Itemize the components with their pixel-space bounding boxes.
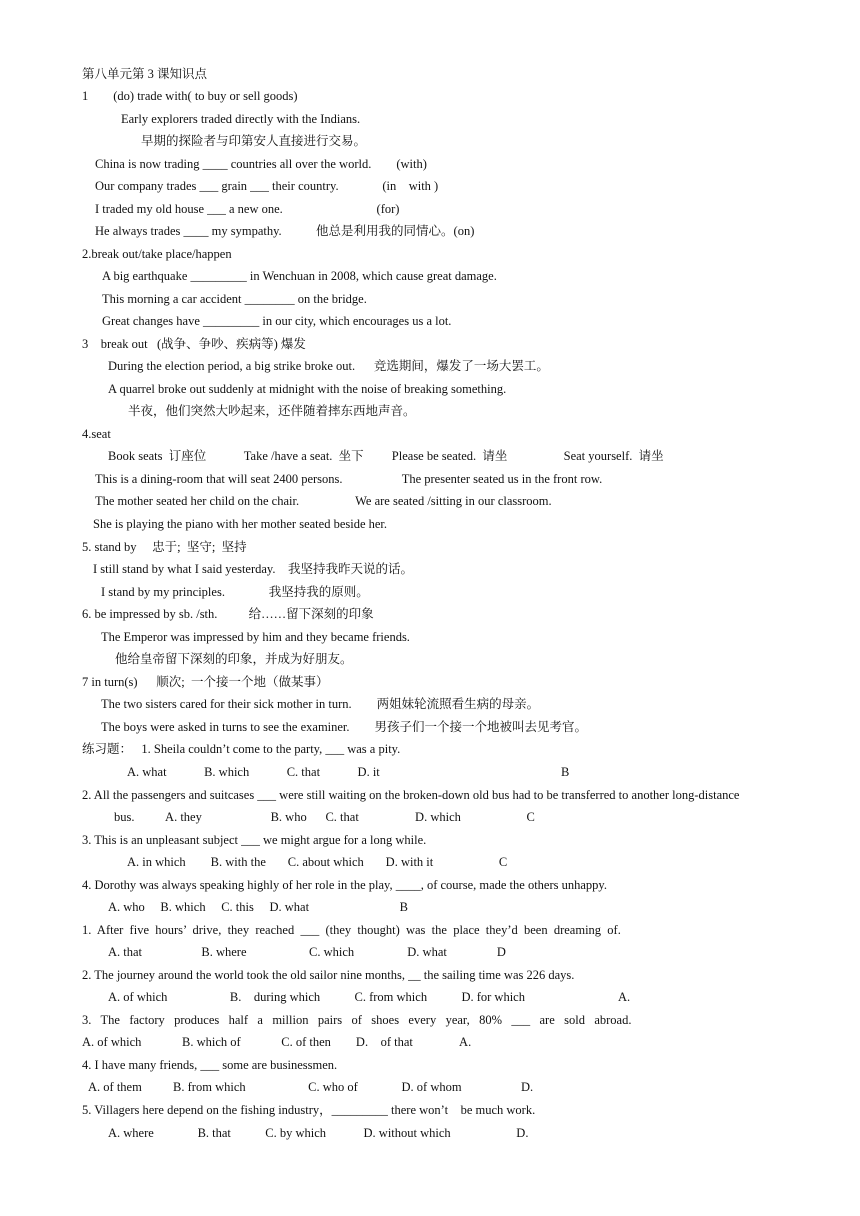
section-heading: 1 (do) trade with( to buy or sell goods)	[82, 89, 298, 103]
section-heading: 3 break out (战争、争吵、疾病等) 爆发	[82, 337, 306, 351]
text-line: 他给皇帝留下深刻的印象，并成为好朋友。	[115, 652, 353, 666]
text-line: The two sisters cared for their sick mother in turn. 两姐妹轮流照看生病的母亲。	[101, 697, 540, 711]
section-heading: 5. stand by 忠于; 坚守; 坚持	[82, 540, 247, 554]
exercise-question: 5. Villagers here depend on the fishing industry，_________ there won’t be much work.	[82, 1103, 536, 1117]
text-line: I still stand by what I said yesterday. 我坚持我昨天说的话。	[93, 562, 413, 576]
exercise-options: A. that B. where C. which D. what D	[108, 945, 506, 959]
exercise-question: 1. After five hours’ drive, they reached ___ (they thought) was the place they’d been dreaming of.	[82, 923, 621, 937]
exercise-options: A. what B. which C. that D. it B	[127, 765, 570, 779]
text-line: Great changes have _________ in our city, which encourages us a lot.	[102, 314, 452, 328]
text-line: A quarrel broke out suddenly at midnight with the noise of breaking something.	[108, 382, 507, 396]
text-line: The Emperor was impressed by him and they became friends.	[101, 630, 410, 644]
text-line: Book seats 订座位 Take /have a seat. 坐下 Please be seated. 请坐 Seat yourself. 请坐	[108, 449, 664, 463]
exercise-question: 3. This is an unpleasant subject ___ we might argue for a long while.	[82, 833, 427, 847]
exercise-question: 2. The journey around the world took the old sailor nine months, __ the sailing time was 226 days.	[82, 968, 575, 982]
text-line: 半夜，他们突然大吵起来，还伴随着摔东西地声音。	[128, 404, 416, 418]
exercise-question: 2. All the passengers and suitcases ___ were still waiting on the broken-down old bus had to be transferred to another long-distance	[82, 788, 740, 802]
section-heading: 6. be impressed by sb. /sth. 给……留下深刻的印象	[82, 607, 374, 621]
text-line: The boys were asked in turns to see the examiner. 男孩子们一个接一个地被叫去见考官。	[101, 720, 588, 734]
section-heading: 7 in turn(s) 顺次; 一个接一个地（做某事）	[82, 675, 329, 689]
exercise-options: A. where B. that C. by which D. without which D.	[108, 1126, 529, 1140]
exercise-question: 3. The factory produces half a million pairs of shoes every year, 80% ___ are sold abroad.	[82, 1013, 632, 1027]
text-line: She is playing the piano with her mother seated beside her.	[93, 517, 388, 531]
text-line: A big earthquake _________ in Wenchuan in 2008, which cause great damage.	[102, 269, 497, 283]
text-line: He always trades ____ my sympathy. 他总是利用我的同情心。(on)	[95, 224, 475, 238]
text-line: China is now trading ____ countries all over the world. (with)	[95, 157, 427, 171]
section-heading: 2.break out/take place/happen	[82, 247, 232, 261]
text-line: I stand by my principles. 我坚持我的原则。	[101, 585, 369, 599]
text-line: During the election period, a big strike broke out. 竞选期间，爆发了一场大罢工。	[108, 359, 549, 373]
exercise-options: A. in which B. with the C. about which D. with it C	[127, 855, 508, 869]
text-line: I traded my old house ___ a new one. (for)	[95, 202, 400, 216]
text-line: 早期的探险者与印第安人直接进行交易。	[141, 134, 367, 148]
exercise-question: 练习题： 1. Sheila couldn’t come to the party, ___ was a pity.	[82, 742, 401, 756]
section-heading: 4.seat	[82, 427, 111, 441]
exercise-question: 4. Dorothy was always speaking highly of her role in the play, ____, of course, made the others unhappy.	[82, 878, 607, 892]
exercise-options: A. of which B. during which C. from which D. for which A.	[108, 990, 631, 1004]
text-line: The mother seated her child on the chair. We are seated /sitting in our classroom.	[95, 494, 552, 508]
text-line: This is a dining-room that will seat 2400 persons. The presenter seated us in the front row.	[95, 472, 603, 486]
exercise-options: A. of them B. from which C. who of D. of whom D.	[88, 1080, 534, 1094]
exercise-question: 4. I have many friends, ___ some are businessmen.	[82, 1058, 338, 1072]
text-line: Early explorers traded directly with the Indians.	[121, 112, 361, 126]
text-line: Our company trades ___ grain ___ their country. (in with )	[95, 179, 439, 193]
exercise-options: A. who B. which C. this D. what B	[108, 900, 408, 914]
exercise-options: A. of which B. which of C. of then D. of that A.	[82, 1035, 472, 1049]
text-line: This morning a car accident ________ on the bridge.	[102, 292, 367, 306]
exercise-options: bus. A. they B. who C. that D. which C	[114, 810, 535, 824]
document-title: 第八单元第 3 课知识点	[82, 67, 208, 81]
